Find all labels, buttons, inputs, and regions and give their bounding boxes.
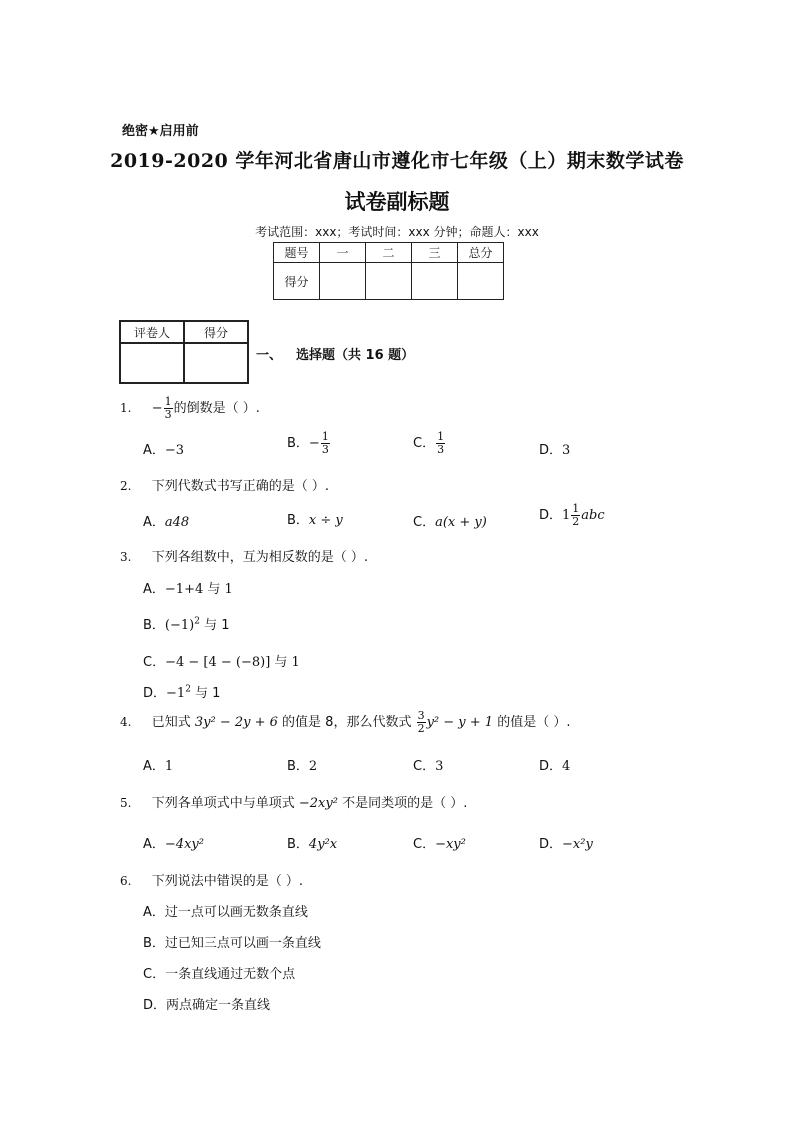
option-d[interactable] [143,994,270,1013]
option-letter: C． [143,967,166,982]
option-letter: B． [287,759,309,774]
score-row-label: 得分 [274,263,320,300]
option-text: −3 [164,443,185,458]
option-text: x ÷ y [308,513,343,528]
question-stem: 不是同类项的是（ ）. [337,796,468,811]
option-text: 过一点可以画无数条直线 [164,905,308,920]
option-letter: C． [143,655,166,670]
section-title: 选择题（共 16 题） [296,348,415,363]
question-number: 3. [120,550,132,564]
score-cell [458,263,504,300]
score-header-cell: 总分 [458,243,504,263]
question-number: 4. [120,715,132,729]
option-text: −4xy² [164,837,204,852]
stem-fraction [164,396,173,421]
question-3 [120,546,368,565]
option-text: −xy² [435,837,466,852]
question-6 [120,870,303,889]
option-d[interactable] [539,755,570,774]
math-expression: −2xy² [298,796,338,811]
exam-info: 考试范围：xxx；考试时间：xxx 分钟；命题人：xxx [255,225,539,239]
option-text: 3 [435,759,444,774]
fraction-denominator: 3 [164,408,172,421]
power-base: −1 [166,686,186,701]
option-text: 过已知三点可以画一条直线 [164,936,321,951]
option-letter: D． [143,686,167,701]
option-letter: B． [287,837,309,852]
score-header-cell: 二 [366,243,412,263]
fraction-numerator: 1 [164,395,172,408]
option-a[interactable] [143,439,184,458]
score-header-cell: 题号 [274,243,320,263]
option-fraction [321,431,330,456]
score-cell [412,263,458,300]
power-exponent: 2 [185,684,191,695]
option-d[interactable] [143,682,220,701]
option-text: a(x + y) [435,515,487,530]
math-expression: y² − y + 1 [426,715,494,730]
question-stem: 下列各组数中，互为相反数的是（ ）. [151,550,368,565]
option-text: abc [581,508,605,523]
question-5 [120,792,467,811]
question-2 [120,475,329,494]
fraction-numerator: 1 [572,502,580,515]
score-header-cell: 三 [412,243,458,263]
option-b[interactable] [287,431,331,456]
option-d[interactable] [539,833,593,852]
option-text: 一条直线通过无数个点 [165,967,296,982]
option-letter: A． [143,905,165,920]
option-letter: D． [143,998,167,1013]
option-a[interactable] [143,511,189,530]
option-text: 1 [164,759,174,774]
question-stem: 下列代数式书写正确的是（ ）. [151,479,329,494]
option-text: a48 [164,515,190,530]
option-letter: D． [539,837,563,852]
option-b[interactable] [287,509,343,528]
option-letter: C． [413,515,436,530]
option-letter: A． [143,837,165,852]
grader-header-cell: 得分 [184,321,248,343]
stem-sign: − [151,401,163,416]
option-c[interactable] [143,651,300,670]
option-text: 两点确定一条直线 [166,998,271,1013]
option-c[interactable] [413,511,487,530]
question-number: 5. [120,796,132,810]
option-letter: C． [413,436,436,451]
option-d[interactable] [539,503,605,528]
option-letter: C． [413,759,436,774]
confidential-label: 绝密★启用前 [122,124,199,139]
option-a[interactable] [143,755,173,774]
option-text: 4 [562,759,571,774]
option-letter: A． [143,759,165,774]
question-number: 1. [120,401,132,415]
option-letter: A． [143,443,165,458]
fraction-denominator: 3 [321,443,329,456]
option-text: 与 1 [199,618,230,633]
option-letter: B． [143,618,165,633]
math-expression: 3y² − 2y + 6 [194,715,278,730]
question-stem: 的倒数是（ ）. [173,401,260,416]
question-4 [120,710,570,735]
option-fraction [436,431,445,456]
power-exponent: 2 [194,616,200,627]
option-text: 与 1 [190,686,221,701]
option-text: −4 − [4 − (−8)] 与 1 [165,655,300,670]
question-number: 2. [120,479,132,493]
score-cell [320,263,366,300]
option-a[interactable] [143,901,308,920]
option-text: −1+4 与 1 [164,582,233,597]
score-table-score-row [274,263,504,300]
stem-fraction [417,710,426,735]
option-letter: D． [539,443,563,458]
mixed-number-whole: 1 [562,508,571,523]
option-a[interactable] [143,833,204,852]
option-letter: D． [539,508,563,523]
question-1 [120,396,260,421]
option-c[interactable] [143,963,295,982]
option-c[interactable] [413,755,443,774]
option-fraction [571,503,580,528]
option-c[interactable] [413,833,466,852]
section-heading [256,344,414,363]
score-table-header-row [274,243,504,263]
score-header-cell: 一 [320,243,366,263]
option-b[interactable] [143,932,321,951]
score-table [273,242,504,300]
question-stem: 已知式 [151,715,195,730]
question-stem: 下列说法中错误的是（ ）. [151,874,303,889]
option-letter: D． [539,759,563,774]
option-b[interactable] [287,833,337,852]
question-number: 6. [120,874,132,888]
score-cell [366,263,412,300]
option-b[interactable] [287,755,317,774]
grader-header-cell: 评卷人 [120,321,184,343]
option-letter: C． [413,837,436,852]
option-text: 3 [562,443,571,458]
option-sign: − [308,436,320,451]
option-letter: B． [287,436,309,451]
fraction-numerator: 1 [437,430,445,443]
option-letter: B． [287,513,309,528]
option-text: 4y²x [308,837,338,852]
option-text: 2 [308,759,318,774]
question-stem: 的值是 8，那么代数式 [277,715,416,730]
option-letter: A． [143,582,165,597]
exam-subtitle: 试卷副标题 [344,189,450,214]
grader-cell [120,343,184,383]
option-letter: B． [143,936,165,951]
question-stem: 的值是（ ）. [493,715,571,730]
option-letter: A． [143,515,165,530]
fraction-denominator: 2 [417,722,425,735]
power-base: (−1) [164,618,195,633]
fraction-denominator: 2 [572,515,580,528]
grader-table-blank-row [120,343,248,383]
option-c[interactable] [413,431,446,456]
option-a[interactable] [143,578,233,597]
option-b[interactable] [143,614,230,633]
section-number: 一、 [256,348,283,363]
option-text: −x²y [562,837,593,852]
option-d[interactable] [539,439,570,458]
fraction-numerator: 3 [417,709,425,722]
fraction-numerator: 1 [321,430,329,443]
grader-cell [184,343,248,383]
question-stem: 下列各单项式中与单项式 [151,796,299,811]
exam-title: 2019-2020 学年河北省唐山市遵化市七年级（上）期末数学试卷 [110,150,684,172]
grader-table [119,320,249,384]
grader-table-header-row [120,321,248,343]
fraction-denominator: 3 [437,443,445,456]
